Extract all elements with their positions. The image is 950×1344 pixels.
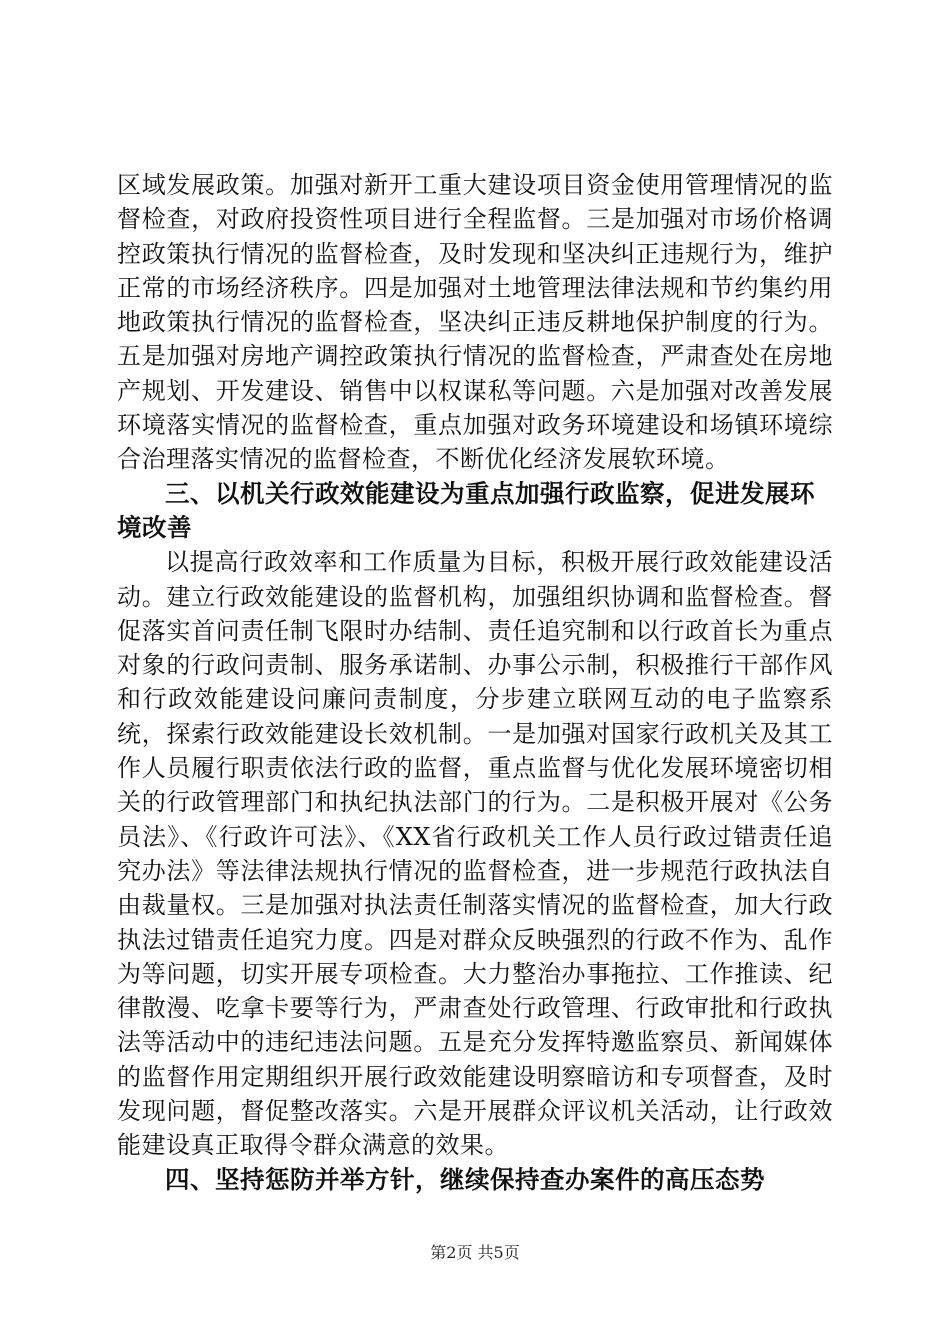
paragraph-continuation: 区域发展政策。加强对新开工重大建设项目资金使用管理情况的监督检查，对政府投资性项目进行全程监督。三是加强对市场价格调控政策执行情况的监督检查，及时发现和坚决纠正违规行为，维护正常的市场经济秩序。四是加强对土地管理法律法规和节约集约用地政策执行情况的监督检查，坚决纠正违反耕地保护制度的行为。五是加强对房地产调控政策执行情况的监督检查，严肃查处在房地产规划、开发建设、销售中以权谋私等问题。六是加强对改善发展环境落实情况的监督检查，重点加强对政务环境建设和场镇环境综合治理落实情况的监督检查，不断优化经济发展软环境。	[117, 171, 833, 474]
document-body	[117, 168, 833, 1197]
section-heading-4: 四、坚持惩防并举方针，继续保持查办案件的高压态势	[165, 1164, 765, 1194]
section-heading-3: 三、以机关行政效能建设为重点加强行政监察，促进发展环境改善	[117, 478, 815, 542]
paragraph-section-3: 以提高行政效率和工作质量为目标，积极开展行政效能建设活动。建立行政效能建设的监督机构，加强组织协调和监督检查。督促落实首问责任制飞限时办结制、责任追究制和以行政首长为重点对象的行政问责制、服务承诺制、办事公示制，积极推行干部作风和行政效能建设问廉问责制度，分步建立联网互动的电子监察系统，探索行政效能建设长效机制。一是加强对国家行政机关及其工作人员履行职责依法行政的监督，重点监督与优化发展环境密切相关的行政管理部门和执纪执法部门的行为。二是积极开展对《公务员法》、《行政许可法》、《XX省行政机关工作人员行政过错责任追究办法》等法律法规执行情况的监督检查，进一步规范行政执法自由裁量权。三是加强对执法责任制落实情况的监督检查，加大行政执法过错责任追究力度。四是对群众反映强烈的行政不作为、乱作为等问题，切实开展专项检查。大力整治办事拖拉、工作推读、纪律散漫、吃拿卡要等行为，严肃查处行政管理、行政审批和行政执法等活动中的违纪违法问题。五是充分发挥特邀监察员、新闻媒体的监督作用定期组织开展行政效能建设明察暗访和专项督查，及时发现问题，督促整改落实。六是开展群众评议机关活动，让行政效能建设真正取得令群众满意的效果。	[117, 548, 833, 1160]
page-footer: 第2页 共5页	[430, 1243, 520, 1262]
